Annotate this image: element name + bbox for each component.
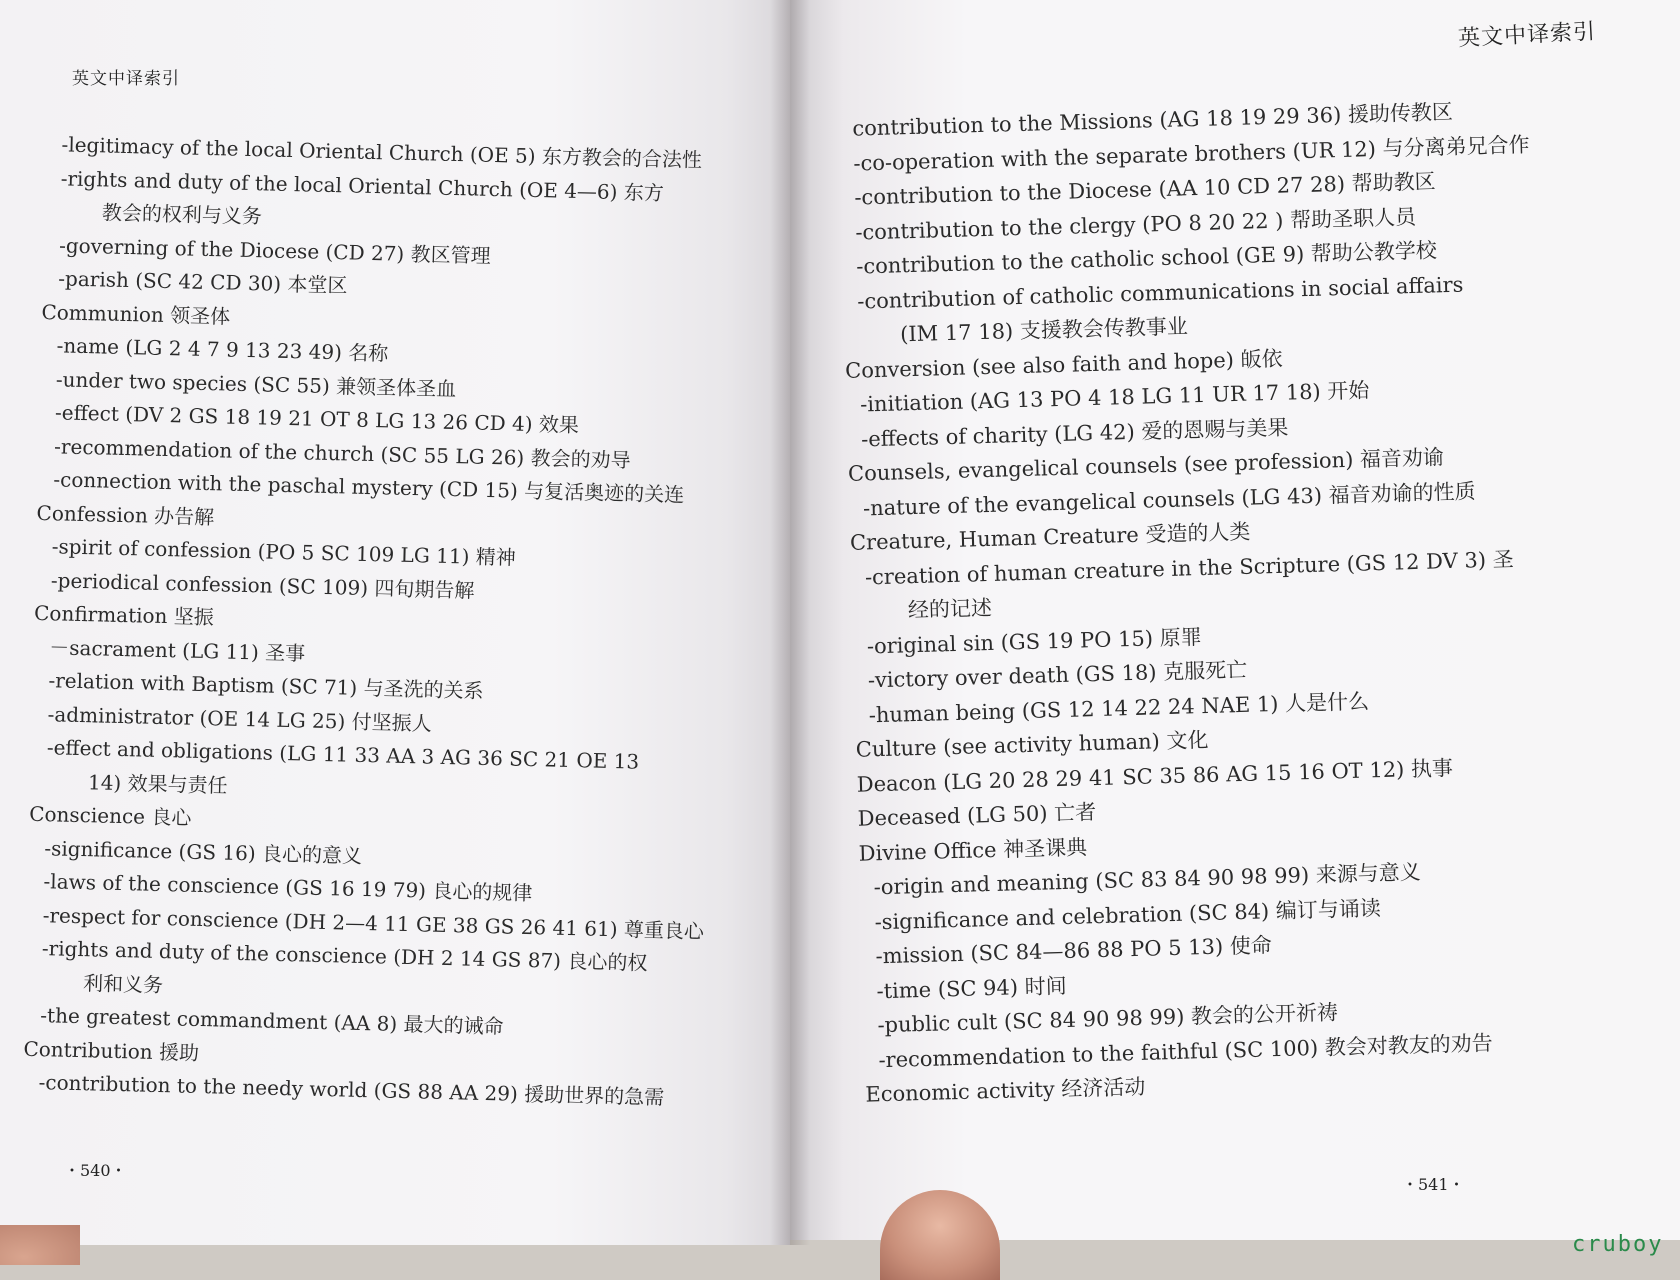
left-index-heading: Conscience 良心 — [28, 801, 192, 830]
left-index-subentry: -name (LG 2 4 7 9 13 23 49) 名称 — [56, 333, 389, 366]
right-index-subentry: -contribution to the clergy (PO 8 20 22 ) 帮助圣职人员 — [855, 204, 1417, 245]
left-running-head: 英文中译索引 — [72, 69, 180, 89]
left-index-subentry: -administrator (OE 14 LG 25) 付坚振人 — [47, 701, 432, 736]
right-index-heading: Counsels, evangelical counsels (see profession) 福音劝谕 — [847, 445, 1445, 486]
right-index-heading: Culture (see activity human) 文化 — [855, 727, 1209, 762]
left-index-subentry: -effect and obligations (LG 11 33 AA 3 AG 36 SC 21 OE 13 — [46, 735, 640, 774]
hand-corner — [0, 1225, 80, 1265]
watermark: cruboy — [1572, 1232, 1664, 1257]
right-index-heading: Divine Office 神圣课典 — [858, 834, 1088, 866]
right-index-heading: Creature, Human Creature 受造的人类 — [849, 519, 1251, 555]
right-index-subentry: -mission (SC 84—86 88 PO 5 13) 使命 — [875, 933, 1273, 969]
left-index-subentry: -rights and duty of the conscience (DH 2 14 GS 87) 良心的权 — [41, 936, 648, 975]
right-index-subentry: -public cult (SC 84 90 98 99) 教会的公开祈祷 — [877, 1000, 1339, 1038]
left-index-subentry: -periodical confession (SC 109) 四旬期告解 — [50, 567, 475, 603]
right-index-subentry: -time (SC 94) 时间 — [876, 973, 1067, 1003]
right-index-heading: Economic activity 经济活动 — [865, 1074, 1146, 1107]
right-index-subentry: -recommendation to the faithful (SC 100) 教会对教友的劝告 — [878, 1030, 1494, 1072]
left-index-column — [22, 128, 736, 1116]
left-index-subentry: -relation with Baptism (SC 71) 与圣洗的关系 — [48, 668, 484, 703]
right-index-subentry: -creation of human creature in the Scripture (GS 12 DV 3) 圣 — [864, 546, 1514, 589]
left-index-subentry: -governing of the Diocese (CD 27) 教区管理 — [58, 232, 491, 268]
right-index-subentry: -victory over death (GS 18) 克服死亡 — [867, 657, 1248, 693]
right-index-subentry: -contribution to the catholic school (GE 9) 帮助公教学校 — [855, 238, 1438, 279]
right-index-subentry: -human being (GS 12 14 22 24 NAE 1) 人是什么 — [868, 688, 1370, 727]
left-index-subentry: -rights and duty of the local Oriental Church (OE 4—6) 东方 — [60, 165, 665, 205]
right-index-subentry: -significance and celebration (SC 84) 编订与诵读 — [874, 895, 1382, 934]
right-index-subentry: -contribution of catholic communications in social affairs — [856, 272, 1464, 314]
left-index-subentry: -respect for conscience (DH 2—4 11 GE 38 GS 26 41 61) 尊重良心 — [42, 902, 705, 943]
left-index-continuation: 教会的权利与义务 — [101, 200, 263, 229]
right-index-heading: Deacon (LG 20 28 29 41 SC 35 86 AG 15 16 OT 12) 执事 — [856, 755, 1454, 797]
right-index-subentry: -original sin (GS 19 PO 15) 原罪 — [866, 624, 1202, 658]
left-index-continuation: 利和义务 — [82, 970, 164, 997]
right-index-subentry: -origin and meaning (SC 83 84 90 98 99) 来源与意义 — [873, 860, 1422, 900]
right-index-continuation: (IM 17 18) 支援教会传教事业 — [899, 314, 1189, 347]
left-index-subentry: -spirit of confession (PO 5 SC 109 LG 11) 精神 — [51, 534, 517, 570]
right-index-heading: Conversion (see also faith and hope) 皈依 — [844, 346, 1283, 383]
right-running-head: 英文中译索引 — [1457, 19, 1597, 52]
left-index-subentry: -contribution to the needy world (GS 88 AA 29) 援助世界的急需 — [38, 1070, 665, 1110]
left-index-subentry: -significance (GS 16) 良心的意义 — [44, 835, 363, 868]
left-index-subentry: -parish (SC 42 CD 30) 本堂区 — [58, 266, 348, 298]
left-index-heading: Confirmation 坚振 — [33, 600, 215, 630]
left-index-subentry: -under two species (SC 55) 兼领圣体圣血 — [55, 366, 457, 401]
book-gutter — [770, 0, 810, 1245]
right-index-subentry: -co-operation with the separate brothers (UR 12) 与分离弟兄合作 — [853, 132, 1530, 176]
right-index-continuation: 经的记述 — [907, 595, 993, 623]
right-page-number: ・541・ — [1402, 1175, 1465, 1194]
left-index-heading: Communion 领圣体 — [41, 299, 231, 329]
left-index-heading: Contribution 援助 — [23, 1036, 200, 1065]
left-page — [0, 0, 790, 1245]
left-page-number: ・540・ — [64, 1161, 127, 1180]
left-index-heading: Confession 办告解 — [36, 500, 215, 529]
left-index-subentry: -recommendation of the church (SC 55 LG 26) 教会的劝导 — [53, 433, 631, 472]
right-index-subentry: -initiation (AG 13 PO 4 18 LG 11 UR 17 18) 开始 — [859, 378, 1370, 417]
left-index-subentry: -legitimacy of the local Oriental Church (OE 5) 东方教会的合法性 — [61, 132, 703, 173]
right-index-heading: Deceased (LG 50) 亡者 — [857, 800, 1097, 831]
right-index-subentry: -effects of charity (LG 42) 爱的恩赐与美果 — [860, 415, 1289, 451]
left-index-subentry: -the greatest commandment (AA 8) 最大的诫命 — [40, 1003, 504, 1039]
left-index-continuation: 14) 效果与责任 — [87, 769, 228, 798]
left-index-subentry: -laws of the conscience (GS 16 19 79) 良心的规律 — [43, 869, 533, 906]
right-index-column — [838, 92, 1596, 1112]
right-index-subentry: -nature of the evangelical counsels (LG 43) 福音劝谕的性质 — [862, 478, 1476, 520]
left-index-subentry: －sacrament (LG 11) 圣事 — [49, 634, 306, 665]
left-index-subentry: -effect (DV 2 GS 18 19 21 OT 8 LG 13 26 CD 4) 效果 — [54, 400, 580, 438]
left-index-subentry: -connection with the paschal mystery (CD 15) 与复活奥迹的关连 — [53, 467, 685, 507]
right-index-subentry: contribution to the Missions (AG 18 19 29 36) 援助传教区 — [852, 99, 1454, 141]
right-index-subentry: -contribution to the Diocese (AA 10 CD 27 28) 帮助教区 — [854, 169, 1436, 210]
